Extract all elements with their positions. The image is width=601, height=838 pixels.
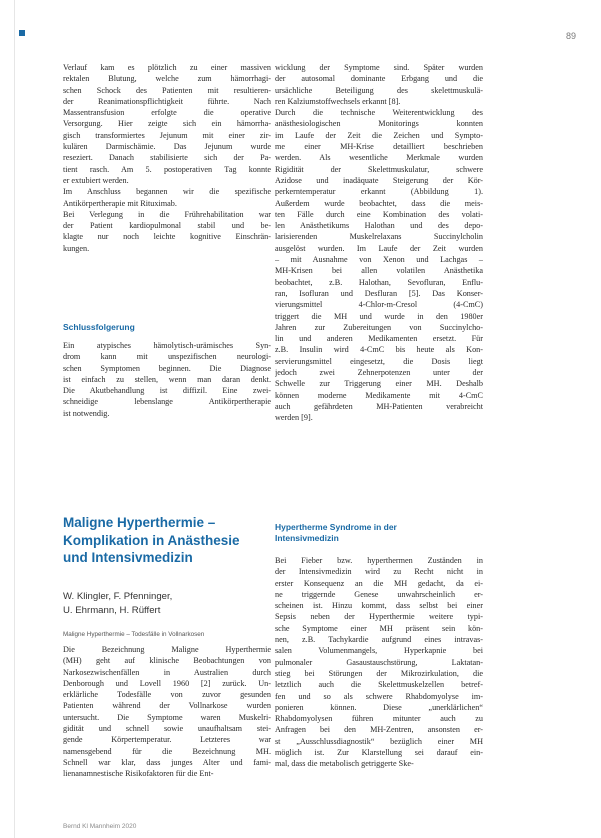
history-text bbox=[275, 62, 483, 424]
text-line: mal, dass die metabolisch getriggerte Ske- bbox=[275, 759, 414, 769]
conclusion-section bbox=[63, 322, 271, 419]
text-line: auch gefährdeten MH-Patienten verabreicht bbox=[275, 401, 483, 411]
text-line: Antikörpertherapie mit Rituximab. bbox=[63, 198, 177, 208]
text-line: Patienten während der Vollnarkose wurden bbox=[63, 701, 271, 711]
text-line: wicklung der Symptome sind. Später wurden bbox=[275, 63, 483, 72]
text-line: rektalen Blutung, welche zum hämorrhagi- bbox=[63, 74, 271, 84]
text-line: gisch transformiertes Jejunum mit einer zir- bbox=[63, 130, 271, 140]
text-line: Rhabdomyolysen führen mitunter auch zu bbox=[275, 714, 483, 724]
text-line: – mit Ausnahme von Xenon und Lachgas – bbox=[275, 255, 483, 265]
text-line: Die Bezeichnung Maligne Hyperthermie bbox=[63, 645, 271, 654]
text-line: gidität und schnell sowie unaufhaltsam stei- bbox=[63, 724, 271, 734]
text-line: der Intensivmedizin wird zu Recht nicht in bbox=[275, 567, 483, 577]
title-line: und Intensivmedizin bbox=[63, 550, 193, 565]
text-line: larisierenden Muskelrelaxans Succinylcholin bbox=[275, 232, 483, 242]
text-line: ran, Isofluran und Desfluran [5]. Das Konser- bbox=[275, 288, 483, 298]
text-line: schen Symptomen beginnen. Die Diagnose bbox=[63, 363, 271, 373]
text-line: der autosomal dominante Erbgang und die bbox=[275, 74, 483, 84]
text-line: beobachtet, z.B. Halothan, Sevofluran, Enflu- bbox=[275, 277, 483, 287]
text-line: lin und anderen Medikamenten ersetzt. Für bbox=[275, 334, 483, 344]
text-line: Narkosezwischenfällen in Australien durch bbox=[63, 667, 271, 677]
text-line: nen, z.B. Tachykardie aufgrund eines intravas- bbox=[275, 635, 483, 645]
text-line: pulmonaler Gasaustauschstörung, Laktatan- bbox=[275, 657, 483, 667]
text-line: reseziert. Danach stabilisierte sich der Pa- bbox=[63, 153, 271, 163]
text-line: Durch die technische Weiterentwicklung des bbox=[275, 108, 483, 118]
text-line: scheinen ist. Hinzu kommt, dass selbst bei einer bbox=[275, 601, 483, 611]
text-line: z.B. Insulin wird 4-CmC bis heute als Kon- bbox=[275, 345, 483, 355]
text-line: vierungsmittel 4-Chlor-m-Cresol (4-CmC) bbox=[275, 300, 483, 310]
hyperthermia-heading bbox=[275, 522, 483, 544]
text-line: erster Konsequenz an die MH gedacht, da ei- bbox=[275, 578, 483, 588]
text-line: Schwelle zur Triggerung einer MH. Deshalb bbox=[275, 379, 483, 389]
text-line: werden [9]. bbox=[275, 413, 313, 423]
right-column-top bbox=[275, 62, 483, 424]
keywords-block bbox=[63, 631, 271, 638]
keywords: Maligne Hyperthermie – Todesfälle in Vollnarkosen bbox=[63, 631, 205, 638]
text-line: sche Symptome einer MH präsent sein kön- bbox=[275, 623, 483, 633]
text-line: der Reanimationspflichtigkeit führte. Nach bbox=[63, 96, 271, 106]
text-line: Anfragen bei den MH-Zentren, ansonsten er- bbox=[275, 725, 483, 735]
text-line: anästhesiologischen Monitorings konnten bbox=[275, 119, 483, 129]
heading-line: Intensivmedizin bbox=[275, 533, 339, 543]
text-line: schneidige lebenslange Antikörpertherapie bbox=[63, 397, 271, 407]
text-line: ist notwendig. bbox=[63, 408, 110, 418]
text-line: Außerdem wurde beobachtet, dass die meis- bbox=[275, 198, 483, 208]
text-line: Massentransfusion erfolgte die operative bbox=[63, 108, 271, 118]
text-line: untersucht. Die Symptome waren Muskelri- bbox=[63, 712, 271, 722]
conclusion-text bbox=[63, 340, 271, 419]
text-line: Die Akutbehandlung ist diffizil. Eine zwei- bbox=[63, 386, 271, 396]
text-line: namensgebend für die Bezeichnung MH. bbox=[63, 746, 271, 756]
text-line: klagte nur noch leichte kognitive Einschrän- bbox=[63, 232, 271, 242]
color-marker bbox=[19, 30, 25, 36]
text-line: drom kann mit unspezifischen neurologi- bbox=[63, 352, 271, 362]
article-title bbox=[63, 514, 271, 567]
text-line: können moderne Medikamente mit 4-CmC bbox=[275, 390, 483, 400]
author-line: W. Klingler, F. Pfenninger, bbox=[63, 591, 173, 602]
text-line: jedoch zwei Zehnerpotenzen unter der bbox=[275, 368, 483, 378]
text-line: perkerntemperatur erkannt (Abbildung 1). bbox=[275, 187, 483, 197]
text-line: möglich ist. Zur Klarstellung sei darauf ein- bbox=[275, 748, 483, 758]
text-line: Denborough und Lovell 1960 [2] zurück. Un- bbox=[63, 678, 271, 688]
text-line: im Laufe der Zeit die Zeichen und Sympto- bbox=[275, 130, 483, 140]
text-line: st „Ausschlussdiagnostik“ bezüglich einer MH bbox=[275, 736, 483, 746]
text-line: salen Volumenmangels, Hyperkapnie bei bbox=[275, 646, 483, 656]
hyperthermia-text bbox=[275, 555, 483, 770]
heading-line: Hypertherme Syndrome in der bbox=[275, 522, 397, 532]
text-line: Im Anschluss begannen wir die spezifische bbox=[63, 187, 271, 197]
text-line: triggert die MH und wurde in den 1980er bbox=[275, 311, 483, 321]
text-line: Bei Fieber bzw. hyperthermen Zuständen in bbox=[275, 556, 483, 565]
text-line: Schnell war klar, dass junges Alter und fami- bbox=[63, 757, 271, 767]
article-header bbox=[63, 514, 271, 567]
text-line: kulären Darmischämie. Das Jejunum wurde bbox=[63, 142, 271, 152]
text-line: lienanamnestische Risikofaktoren für die Ent- bbox=[63, 769, 214, 779]
text-line: erklärliche Todesfälle von zuvor gesunden bbox=[63, 690, 271, 700]
text-line: ne triggernde Genese unwahrscheinlich er- bbox=[275, 589, 483, 599]
text-line: Jahren zur Zubereitungen von Succinylcho- bbox=[275, 322, 483, 332]
text-line: Versorgung. Hier zeigte sich ein hämorrha- bbox=[63, 119, 271, 129]
text-line: me einer MH-Krise detailliert beschrieben bbox=[275, 142, 483, 152]
text-line: len Anästhetikums Halothan und des depo- bbox=[275, 221, 483, 231]
text-line: letztlich auch die Skelettmuskelzellen betref- bbox=[275, 680, 483, 690]
left-column-top bbox=[63, 62, 271, 254]
page-margin-line bbox=[14, 0, 15, 838]
text-line: ponieren können. Diese „unerklärlichen“ bbox=[275, 702, 483, 712]
page-number: 89 bbox=[566, 31, 577, 41]
conclusion-heading: Schlussfolgerung bbox=[63, 322, 135, 332]
text-line: (MH) geht auf klinische Beobachtungen von bbox=[63, 656, 271, 666]
text-line: er extubiert werden. bbox=[63, 175, 129, 185]
intro-section bbox=[63, 644, 271, 780]
text-line: tient rasch. Am 5. postoperativen Tag konnte bbox=[63, 164, 271, 174]
text-line: Rigidität der Skelettmuskulatur, schwere bbox=[275, 164, 483, 174]
text-line: stieg bei Störungen der Mikrozirkulation, die bbox=[275, 668, 483, 678]
text-line: ten Fälle durch eine Kombination des volati- bbox=[275, 209, 483, 219]
text-line: der Patient kardiopulmonal stabil und be- bbox=[63, 221, 271, 231]
title-line: Maligne Hyperthermie – bbox=[63, 515, 216, 530]
text-line: Azidose und inadäquate Steigerung der Kör- bbox=[275, 175, 483, 185]
intro-text bbox=[63, 644, 271, 780]
text-line: Ein atypisches hämolytisch-urämisches Syn- bbox=[63, 341, 271, 350]
text-line: fen und so als schwere Rhabdomyolyse im- bbox=[275, 691, 483, 701]
text-line: ursächliche Beteiligung des skelettmuskulä- bbox=[275, 85, 483, 95]
text-line: gende Körpertemperatur. Letzteres war bbox=[63, 735, 271, 745]
text-line: Verlauf kam es plötzlich zu einer massiven bbox=[63, 63, 271, 72]
title-line: Komplikation in Anästhesie bbox=[63, 532, 240, 548]
text-line: MH-Krisen bei allen volatilen Anästhetika bbox=[275, 266, 483, 276]
author-line: U. Ehrmann, H. Rüffert bbox=[63, 605, 161, 616]
text-line: servierungsmittel eingesetzt, die Dosis liegt bbox=[275, 356, 483, 366]
text-line: werden. Als wesentliche Merkmale wurden bbox=[275, 153, 483, 163]
authors bbox=[63, 590, 271, 618]
text-line: Bei Verlegung in die Frührehabilitation war bbox=[63, 209, 271, 219]
page-footer: Bernd Kl Mannheim 2020 bbox=[63, 823, 137, 830]
text-line: kungen. bbox=[63, 243, 90, 253]
text-line: ist einfach zu stellen, wenn man daran denkt. bbox=[63, 374, 271, 384]
case-report-text bbox=[63, 62, 271, 254]
hyperthermia-section bbox=[275, 522, 483, 770]
text-line: schen Schock des Patienten mit resultieren- bbox=[63, 85, 271, 95]
authors-block bbox=[63, 590, 271, 618]
text-line: Sepsis neben der Hyperthermie weitere typi- bbox=[275, 612, 483, 622]
text-line: ren Kalziumstoffwechsels erkannt [8]. bbox=[275, 96, 401, 106]
text-line: ausgelöst wurden. Im Laufe der Zeit wurden bbox=[275, 243, 483, 253]
